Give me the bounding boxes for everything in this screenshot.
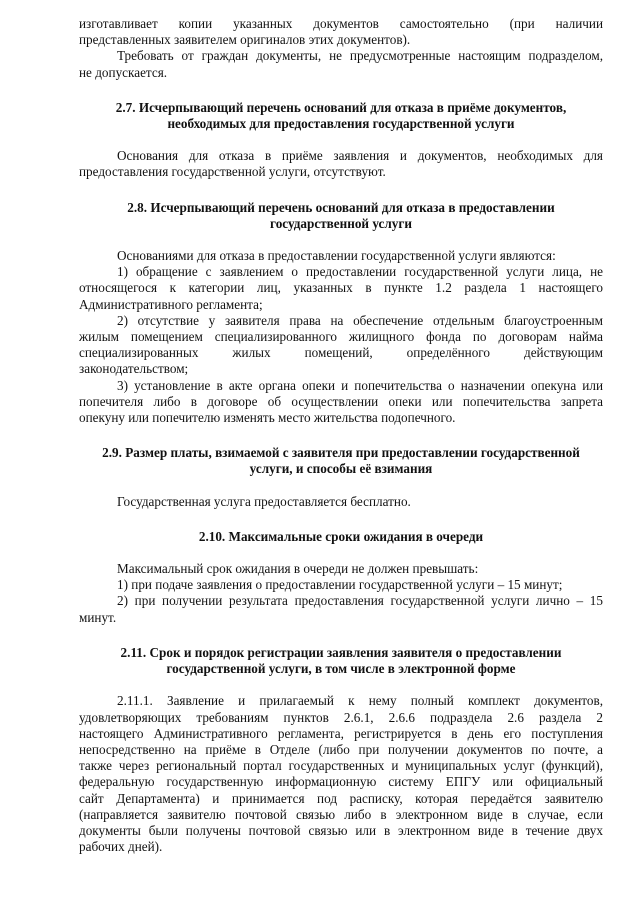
section-2-8-item-1-line-1: 1) обращение с заявлением о предоставлении государственной услуги лица, не: [117, 264, 603, 280]
section-2-11-text-line-7: сайт Департамента) и принимается под расписку, которая передаётся заявителю: [79, 790, 603, 806]
section-2-8-item-2-line-3: специализированных жилых помещений, определённого действующим: [79, 345, 603, 361]
section-2-7-text-line-1: Основания для отказа в приёме заявления и документов, необходимых для: [117, 148, 603, 164]
section-2-8-heading: [79, 200, 603, 232]
section-2-8-item-3-line-2: попечителя либо в договоре об осуществлении опеки или попечительства запрета: [79, 393, 603, 409]
intro-paragraph-2-line-1: Требовать от граждан документы, не предусмотренные настоящим подразделом,: [117, 48, 603, 64]
section-2-10-heading: [79, 529, 603, 545]
section-2-11-text-line-1: 2.11.1. Заявление и прилагаемый к нему полный комплект документов,: [117, 693, 603, 709]
section-2-11-text-line-4: непосредственно на приёме в Отделе (либо при получении документов по почте, а: [79, 741, 603, 757]
section-2-7-heading: [79, 100, 603, 132]
section-2-10-item-2-line-1: 2) при получении результата предоставления государственной услуги лично – 15: [117, 593, 603, 609]
section-2-11-text-line-2: удовлетворяющих требованиям пунктов 2.6.1, 2.6.6 подраздела 2.6 раздела 2: [79, 709, 603, 725]
section-2-9-heading-line-2: услуги, и способы её взимания: [249, 461, 433, 477]
section-2-8-item-2-line-2: жилым помещением специализированного жилищного фонда по договорам найма: [79, 329, 603, 345]
section-2-11-heading-line-1: 2.11. Срок и порядок регистрации заявления заявителя о предоставлении: [120, 644, 562, 660]
intro-paragraph-1-line-2: представленных заявителем оригиналов этих документов).: [79, 32, 411, 48]
section-2-8-item-1-line-2: относящегося к категории лиц, указанных в пункте 1.2 раздела 1 настоящего: [79, 280, 603, 296]
section-2-7-text-line-2: предоставления государственной услуги, отсутствуют.: [79, 164, 386, 180]
section-2-7-heading-line-1: 2.7. Исчерпывающий перечень оснований для отказа в приёме документов,: [115, 99, 567, 115]
section-2-10-lead: Максимальный срок ожидания в очереди не должен превышать:: [117, 561, 479, 577]
section-2-8-item-1-line-3: Административного регламента;: [79, 296, 263, 312]
section-2-8-item-2-line-4: законодательством;: [79, 361, 189, 377]
section-2-11-text-line-9: документы были получены почтовой связью или в электронном виде в течение двух: [79, 822, 603, 838]
section-2-9-text: Государственная услуга предоставляется бесплатно.: [117, 493, 411, 509]
document-page: [79, 16, 603, 855]
section-2-11-heading: [79, 645, 603, 677]
intro-paragraph-2-line-2: не допускается.: [79, 64, 168, 80]
section-2-11-text-line-6: федеральную государственную информационную систему ЕПГУ или официальный: [79, 774, 603, 790]
section-2-9-heading-line-1: 2.9. Размер платы, взимаемой с заявителя при предоставлении государственной: [102, 445, 580, 461]
section-2-8-item-3-line-3: опекуну или попечителю изменять место жительства подопечного.: [79, 410, 456, 426]
section-2-11-text-line-5: также через региональный портал государственных и муниципальных услуг (функций),: [79, 758, 603, 774]
section-2-9-heading: [79, 445, 603, 477]
section-2-11-text-line-8: (направляется заявителю почтовой связью либо в электронном виде в случае, если: [79, 806, 603, 822]
section-2-11-text-line-3: настоящего Административного регламента, регистрируется в день его поступления: [79, 725, 603, 741]
section-2-8-item-3-line-1: 3) установление в акте органа опеки и попечительства о назначении опекуна или: [117, 377, 603, 393]
section-2-10-item-1: 1) при подаче заявления о предоставлении государственной услуги – 15 минут;: [117, 577, 563, 593]
section-2-8-heading-line-1: 2.8. Исчерпывающий перечень оснований для отказа в предоставлении: [127, 199, 555, 215]
section-2-8-item-2-line-1: 2) отсутствие у заявителя права на обеспечение отдельным благоустроенным: [117, 312, 603, 328]
section-2-7-heading-line-2: необходимых для предоставления государственной услуги: [167, 116, 515, 132]
intro-paragraph-1-line-1: изготавливает копии указанных документов самостоятельно (при наличии: [79, 16, 603, 31]
section-2-10-item-2-line-2: минут.: [79, 609, 117, 625]
section-2-8-lead: Основаниями для отказа в предоставлении государственной услуги являются:: [117, 248, 556, 264]
section-2-11-heading-line-2: государственной услуги, в том числе в электронной форме: [166, 661, 516, 677]
section-2-10-heading-line-1: 2.10. Максимальные сроки ожидания в очереди: [198, 528, 484, 544]
section-2-8-heading-line-2: государственной услуги: [270, 215, 412, 231]
section-2-11-text-line-10: рабочих дней).: [79, 839, 163, 855]
